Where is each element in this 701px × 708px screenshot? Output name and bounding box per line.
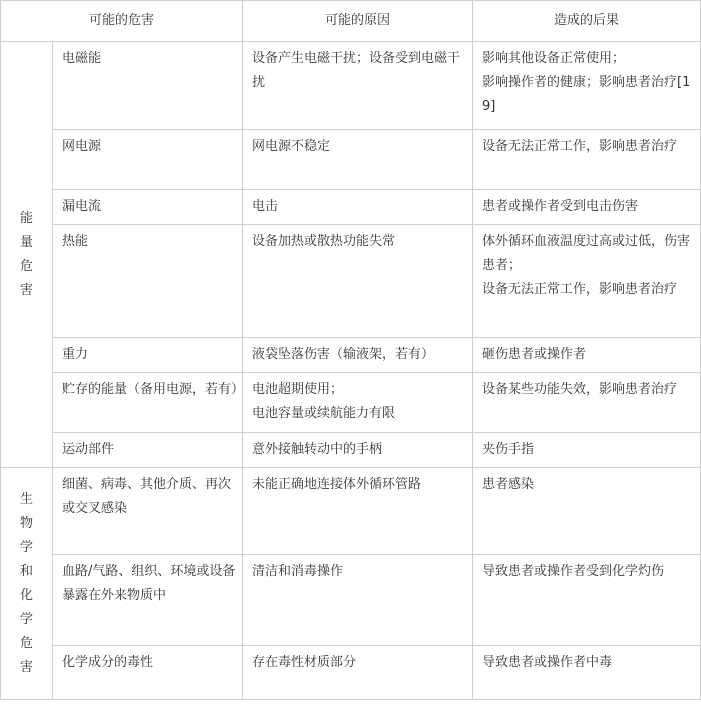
table-row xyxy=(1,433,701,468)
cause-text: 电池容量或续航能力有限 xyxy=(252,406,396,421)
effect-text: 夹伤手指 xyxy=(482,442,535,457)
category-char: 学 xyxy=(19,611,33,627)
effect-cell xyxy=(473,468,701,555)
hazard-cell xyxy=(53,42,243,130)
hazard-text: 热能 xyxy=(62,234,89,249)
category-char: 危 xyxy=(19,258,33,274)
header-row xyxy=(1,1,701,42)
effect-text: 影响其他设备正常使用； xyxy=(482,51,626,66)
effect-text: 导致患者或操作者受到化学灼伤 xyxy=(482,564,665,579)
effect-cell xyxy=(473,190,701,225)
category-char: 危 xyxy=(19,635,33,651)
category-char: 害 xyxy=(19,659,33,675)
hazard-text: 重力 xyxy=(62,347,89,362)
cause-cell xyxy=(243,130,473,190)
effect-text: 砸伤患者或操作者 xyxy=(482,347,587,362)
cause-text: 清洁和消毒操作 xyxy=(252,564,344,579)
category-char: 化 xyxy=(19,587,33,603)
hazard-text: 电磁能 xyxy=(62,51,102,66)
hazard-text: 漏电流 xyxy=(62,199,102,214)
effect-cell xyxy=(473,646,701,700)
table-row xyxy=(1,373,701,433)
category-char: 生 xyxy=(19,491,33,507)
cause-text: 设备加热或散热功能失常 xyxy=(252,234,396,249)
cause-cell xyxy=(243,225,473,338)
hazard-cell xyxy=(53,468,243,555)
cause-cell xyxy=(243,373,473,433)
cause-cell xyxy=(243,338,473,373)
hazard-cell xyxy=(53,190,243,225)
category-char: 学 xyxy=(19,539,33,555)
hazard-cell xyxy=(53,555,243,646)
category-char: 量 xyxy=(19,234,33,250)
category-char: 和 xyxy=(19,563,33,579)
cause-text: 电击 xyxy=(252,199,279,214)
hazard-cell xyxy=(53,646,243,700)
cause-text: 意外接触转动中的手柄 xyxy=(252,442,383,457)
header-hazard: 可能的危害 xyxy=(1,1,243,42)
cause-text: 网电源不稳定 xyxy=(252,139,331,154)
table-row xyxy=(1,190,701,225)
effect-cell xyxy=(473,338,701,373)
cause-cell xyxy=(243,468,473,555)
effect-cell xyxy=(473,130,701,190)
table-row xyxy=(1,225,701,338)
effect-text: 设备某些功能失效，影响患者治疗 xyxy=(482,382,678,397)
effect-text: 患者感染 xyxy=(482,477,535,492)
cause-text: 液袋坠落伤害（输液架，若有） xyxy=(252,347,435,362)
category-cell xyxy=(1,42,53,468)
table-row xyxy=(1,555,701,646)
hazard-cell xyxy=(53,225,243,338)
cause-text: 存在毒性材质部分 xyxy=(252,655,357,670)
category-char: 能 xyxy=(19,210,33,226)
category-char: 害 xyxy=(19,282,33,298)
cause-text: 电池超期使用； xyxy=(252,382,344,397)
table-row xyxy=(1,646,701,700)
effect-text: 设备无法正常工作，影响患者治疗 xyxy=(482,139,678,154)
table-row xyxy=(1,338,701,373)
header-effect: 造成的后果 xyxy=(473,1,701,42)
effect-text: 患者或操作者受到电击伤害 xyxy=(482,199,639,214)
effect-cell xyxy=(473,433,701,468)
cause-cell xyxy=(243,555,473,646)
cause-text: 未能正确地连接体外循环管路 xyxy=(252,477,422,492)
hazard-text: 血路/气路、组织、环境或设备暴露在外来物质中 xyxy=(62,564,236,603)
effect-text: 体外循环血液温度过高或过低，伤害患者； xyxy=(482,234,691,273)
cause-text: 设备产生电磁干扰；设备受到电磁干扰 xyxy=(252,51,461,90)
category-cell xyxy=(1,468,53,700)
table-row xyxy=(1,130,701,190)
header-cause: 可能的原因 xyxy=(243,1,473,42)
effect-text: 导致患者或操作者中毒 xyxy=(482,655,613,670)
cause-cell xyxy=(243,646,473,700)
cause-cell xyxy=(243,433,473,468)
hazard-cell xyxy=(53,373,243,433)
hazard-cell xyxy=(53,338,243,373)
effect-text: 设备无法正常工作，影响患者治疗 xyxy=(482,282,678,297)
category-char: 物 xyxy=(19,515,33,531)
hazard-cell xyxy=(53,130,243,190)
hazard-cell xyxy=(53,433,243,468)
table-row xyxy=(1,42,701,130)
effect-cell xyxy=(473,42,701,130)
hazard-text: 运动部件 xyxy=(62,442,115,457)
hazard-text: 细菌、病毒、其他介质、再次或交叉感染 xyxy=(62,477,232,516)
effect-cell xyxy=(473,555,701,646)
hazard-text: 贮存的能量（备用电源，若有） xyxy=(62,382,245,397)
cause-cell xyxy=(243,42,473,130)
cause-cell xyxy=(243,190,473,225)
hazard-text: 网电源 xyxy=(62,139,102,154)
effect-cell xyxy=(473,225,701,338)
table-row xyxy=(1,468,701,555)
effect-cell xyxy=(473,373,701,433)
hazard-text: 化学成分的毒性 xyxy=(62,655,154,670)
effect-text: 影响操作者的健康；影响患者治疗[19] xyxy=(482,75,691,114)
